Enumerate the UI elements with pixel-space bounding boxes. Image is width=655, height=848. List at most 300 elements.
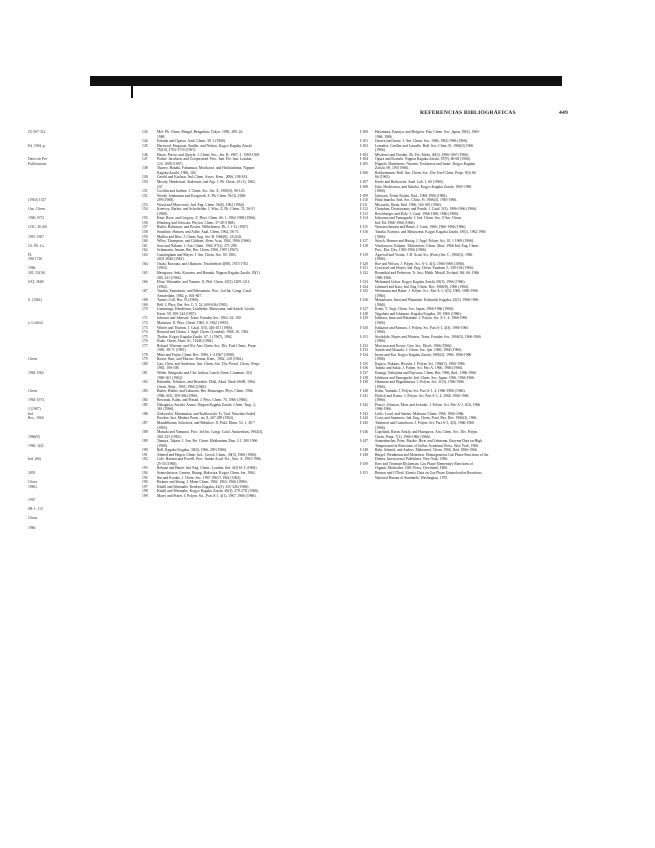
margin-note: Ind. (66) <box>28 457 41 462</box>
reference-text: Chem. Prepr. 7(1), 1966-1966 (1966). <box>375 434 431 439</box>
reference-text: Mine and Fujita. Chem. Rev. 1966, 1-4 1967 (1968). <box>157 352 235 357</box>
reference-text: Khalil and Watanabe. Kenkyu Kagaku, 42(3), 325-326 (1966). <box>157 484 250 489</box>
reference-text: Mandelbaum, Sokolova, and Belnikov. Jl. Prikl. Khim. 52, 1, 30-7 <box>157 421 255 425</box>
reference-text: (1966). <box>375 398 386 403</box>
reference-text: Mischner and Dordan. Zh. Fiz. Khim. 40(3), 1966-1967 (1966). <box>375 152 470 157</box>
margin-note: Datos de Pre- <box>28 157 49 162</box>
reference-number: 172 <box>142 320 148 325</box>
reference-text: 1965, 38-71 (1965). <box>157 348 187 353</box>
margin-note: (5) 307-312 <box>28 130 46 134</box>
reference-text: Harwood, Ferguson, Stadler, and Nelson. Kogyo Kagaku Zasshi <box>157 143 252 148</box>
reference-text: Zasshi, 69, 100 (1966). <box>375 166 410 171</box>
reference-text: Ishiyama and Yamaguchi. J. Ind. Chem. Soc. 9 Am. Chem. <box>375 216 462 221</box>
reference-text: Birkner and Sheng. J. Mater Chem. 1962, 1963, 1966 (1966). <box>157 480 248 485</box>
reference-text: Wrede, Johannsen and Krogstedt. Z. Ph. Chem. 91(3), 1966- <box>157 193 247 198</box>
reference-number: 155 <box>142 216 148 221</box>
reference-number: 152 <box>142 193 148 198</box>
reference-number: I-115 <box>360 225 368 230</box>
reference-text: Tabemori and Gustafsson. J. Polym. Sci. Part A-1, 4(3), 1966-1966 <box>375 421 474 425</box>
reference-text: Ishikawa and Kimura. J. Polym. Sci. Part A-1, 4(3), 1966-1966 <box>375 325 469 330</box>
reference-text: Ishiwata, Toshii Koishi. Ibid., 1966-1966 (1966). <box>375 193 448 198</box>
reference-number: 147 <box>142 157 148 162</box>
reference-text: Cummings, Henderson, Lindholm. Maruyama, and Saitoh. Geoch. <box>157 307 256 312</box>
reference-text: Ogura and Konishi. Nippon Kagaku Zasshi, 87(9), 60-68 (1966). <box>375 157 471 162</box>
reference-number: 171 <box>142 316 148 321</box>
margin-note: Chem. <box>28 480 38 485</box>
reference-text: Pauls. Chem. Abstr. 61, 13446 (1964). <box>157 339 214 344</box>
references-column-left <box>142 130 342 498</box>
reference-number: I-144 <box>360 416 368 421</box>
reference-text: Nakagawa, Suzuki, Asano. Nippon Kagaku Zasshi. Chem. Tsuji, 2, <box>157 402 256 407</box>
reference-text: Schumann, Jensen, Rei. Ber. Chem. 1966, 1967 (1967). <box>157 248 239 253</box>
reference-text: Matsuura. Jl. Phys. Chem. 1965, 6, 1962 (1965). <box>157 320 229 325</box>
reference-text: 1966-1966. <box>375 275 392 280</box>
reference-text: Sato and Nakano. J. Am. Chem. 1964, 87(2), 271-298. <box>157 243 238 248</box>
reference-number: 159 <box>142 234 148 239</box>
reference-number: 156 <box>142 220 148 225</box>
reference-text: (1966). <box>375 257 386 262</box>
reference-text: Storch, Hansen and Hurtig. J. Appl. Polym. Sci. 10, 1 1969 (1966). <box>375 239 474 244</box>
reference-number: 186 <box>142 411 148 416</box>
margin-note: SR-1, 113 <box>28 507 43 512</box>
reference-number: 198 <box>142 489 148 494</box>
reference-text: Tsuneo, Hanaki, Fukumura, Morikawa, and Hashiushima. Nippon <box>157 166 255 171</box>
reference-text: Gao, Chen, and Anderson. Am. Chem. Soc. Div. Petrol. Chem., Prepr. <box>157 361 261 366</box>
reference-number: I-106 <box>360 170 368 175</box>
reference-text: Tanaka, Kamiya, and Masuyama. Kogyo Kagaku Zasshi, 69(1), 1962 1966 <box>375 230 486 235</box>
reference-text: Butler, Hobbs, and Lahuerta. Ber. Bunsenges. Phys. Chem. 1966, <box>157 389 254 394</box>
margin-note: Chem. <box>28 357 38 362</box>
reference-text: Bahr, Schmid, and Anders. Makromol. Chem. 1966, Ibid. 1966-1966. <box>375 448 478 453</box>
reference-text: (1966). <box>375 320 386 325</box>
reference-text: Thakur. Kogyo Kagaku Zasshi, 67, 1 (1967), 1962. <box>157 334 233 339</box>
reference-text: Agarwal and Verma. J. R. Acad. Sci. (Paris) Ser. C, 1966(3), 1966 <box>375 252 473 257</box>
reference-number: 188 <box>142 430 148 435</box>
reference-number: I-149 <box>360 452 368 457</box>
margin-note: Ch. Ph. Co <box>28 243 45 248</box>
reference-text: Ind. Ed. 1966-1966 (1966). <box>375 220 416 225</box>
reference-number: 153 <box>142 202 148 207</box>
reference-number: I-148 <box>360 448 368 453</box>
reference-number: 162 <box>142 248 148 253</box>
reference-number: 144 <box>142 139 148 144</box>
reference-text: 237. <box>157 184 164 189</box>
reference-text: Cole, Hansen and Powell. Proc. Indian Acad. Sci., Sect. A, 1963-1966, <box>157 457 262 462</box>
reference-number: 185 <box>142 402 148 407</box>
margin-note: Chem. <box>28 516 38 521</box>
reference-number: I-114 <box>360 216 368 221</box>
reference-number: 192 <box>142 457 148 462</box>
reference-text: Kunugi, Nakajima and Fujiwara. Chem. Ber. 1966, Ibid., 1966-1966. <box>375 370 477 375</box>
reference-text: Ibn and Kordas. J. Chem. Soc. 1967 1963 5 1962 (1962). <box>157 475 242 480</box>
reference-text: Kagaku Zasshi, 1966, 104. <box>157 170 197 175</box>
reference-number: 168 <box>142 298 148 303</box>
margin-note: 2003 <box>28 471 36 476</box>
margin-note: 1966, 3(4) <box>28 443 44 448</box>
margin-note: 1962-1962 <box>28 370 44 375</box>
reference-number: 146 <box>142 152 148 157</box>
reference-number: I-125 <box>360 289 368 294</box>
reference-number: I-107 <box>360 180 368 185</box>
reference-number: I-130 <box>360 325 368 330</box>
margin-note: Gen. Chem. <box>28 207 46 212</box>
references-column-right <box>360 130 572 480</box>
reference-text: Winter and Thomas. J. Catal. 5(3), 446-451 (1966). <box>157 325 233 330</box>
reference-number: 149 <box>142 175 148 180</box>
reference-text: Cochlin and Jardine. J. Chem. Soc. Ser. A, 1968(3), 96-125. <box>157 189 246 194</box>
margin-note: Ind. <box>28 411 34 416</box>
reference-text: Kagiya, Nakano, Hiroshi. J. Polym. Sci. 1966(3), 1966-1966. <box>375 361 466 366</box>
margin-note: Chem. <box>28 389 38 394</box>
reference-text: 66 (1965). <box>375 175 391 180</box>
reference-text: (1966). <box>375 330 386 335</box>
reference-text: Chem. Abstr., 1965, 1966 (1966). <box>157 384 207 389</box>
reference-number: I-142 <box>360 402 368 407</box>
reference-number: 190 <box>142 448 148 453</box>
reference-text: Wersmann and Baker. J. Polym. Sci., Part A-1, 4(3), 1966, 1966-1966 <box>375 289 478 294</box>
reference-number: I-101 <box>360 139 368 144</box>
reference-text: Miyauchi, Ikeda, Ibid. 1966, 164 160 (1966). <box>375 202 442 207</box>
reference-text: Bell. Kagaku Kogaku, 30(3), 1966, 209 (1966). <box>157 448 228 453</box>
margin-notes-column <box>28 130 88 530</box>
reference-number: I-119 <box>360 252 368 257</box>
reference-number: I-126 <box>360 298 368 303</box>
reference-text: National Bureau of Standards, Washington, 1970. <box>375 475 449 480</box>
reference-text: (1966). <box>375 234 386 239</box>
reference-text: Reschberger and Daly. J. Catal. 1966-1966, 1966 (1966). <box>375 211 460 216</box>
reference-text: (1968). <box>157 443 168 448</box>
reference-number: I-121 <box>360 266 368 271</box>
reference-number: I-109 <box>360 193 368 198</box>
reference-text: Kohn, Y. Tsuji. Chem. Soc. Japan, 1966-1966 (1966). <box>375 307 454 312</box>
reference-number: I-117 <box>360 239 368 244</box>
reference-text: (1966). <box>375 339 386 344</box>
reference-text: Khalil and Watanabe. Kogyo Kagaku Zasshi, 46(3), 270-278, (1966). <box>157 489 260 494</box>
reference-number: 151 <box>142 189 148 194</box>
reference-text: Proc. Des. Dev. 1965-1966 (1966). <box>375 248 427 253</box>
reference-number: I-137 <box>360 370 368 375</box>
reference-text: 1968. <box>157 134 166 139</box>
reference-text: Hirai, Watanabe, and Yamato. Jl. Phil. Chem. 45(3) 1209-1214 <box>157 280 250 285</box>
reference-number: I-103 <box>360 152 368 157</box>
reference-number: I-120 <box>360 261 368 266</box>
reference-text: Keefe and Berkowitz. Anal. Lab. 1, 66 (1966). <box>375 180 444 185</box>
reference-text: Kerr and Trotman-Dickenson. Gas Phase Elementary Reactions of <box>375 461 473 466</box>
reference-text: Kreevoy, Barker, and Schoffelder. J. Wiss. Z. Ph. Chem. 74, 56-51 <box>157 207 255 212</box>
reference-text: Temperature in Reactions of Sulfur. Academic Press, New York, 1966. <box>375 443 479 448</box>
reference-number: 164 <box>142 261 148 266</box>
margin-note: 3 (1967) <box>28 407 41 412</box>
reference-text: 124, 1000 (1967). <box>157 161 184 166</box>
reference-number: 187 <box>142 421 148 425</box>
reference-number: 167 <box>142 289 148 294</box>
reference-number: 160 <box>142 239 148 244</box>
reference-number: 148 <box>142 166 148 171</box>
reference-text: Bell, J. Phys. Ber. Ser. C. 5, 52, 600-636 (1965). <box>157 302 229 307</box>
margin-note: COC, 46 (66 <box>28 225 47 230</box>
reference-number: 158 <box>142 230 148 235</box>
reference-number: I-135 <box>360 361 368 366</box>
reference-number: 180 <box>142 361 148 366</box>
reference-text: Hasegawa, Seki, Kawano, and Hanada. Nippon Kagaku Zasshi, 85(1) <box>157 270 260 275</box>
reference-text: Proektn. Inst. Mednoi Prom., no. 8, 267-289 (1962). <box>157 416 235 421</box>
reference-number: I-122 <box>360 270 368 275</box>
reference-number: I-134 <box>360 352 368 357</box>
margin-note: SAT, 3668 <box>28 280 44 285</box>
reference-text: Mullen and Ries. J. Chem. Eng. Ser. B, 1966(8), 1212(4). <box>157 234 242 239</box>
reference-number: I-131 <box>360 334 368 339</box>
reference-text: Organic Molecules. CRC Press, Cleveland, 1966. <box>375 466 448 471</box>
reference-text: Tanino and Sakai. J. Polym. Sci. Part A, 1966, 1966 (1966). <box>375 366 464 371</box>
reference-number: I-108 <box>360 184 368 189</box>
margin-note: 1966-1972 <box>28 216 44 221</box>
reference-text: Ahmed and Hagen. Chem. Ind., Geoch. Chem., 39(3), 1966 (1966). <box>157 452 257 457</box>
reference-text: Okamura and Higashimura. J. Polym. Sci. 21(3), 1966-1966 <box>375 380 464 385</box>
reference-number: 163 <box>142 252 148 257</box>
reference-text: Gerald and Karlson. Ind. Chem. Assoc. Kem., 2006, 108-163. <box>157 175 249 180</box>
reference-number: 195 <box>142 475 148 480</box>
reference-text: Mohamed Gohar. Kogyo Kagaku Zasshi, 69(3), 1966 (1966). <box>375 280 466 285</box>
reference-text: (1962). <box>157 284 168 289</box>
reference-text: Matsukawa, Imai and Watanabe. Kobunshi Kagaku, 23(3), 1966-1966 <box>375 298 479 303</box>
reference-line <box>360 476 572 481</box>
reference-text: Rosenthal and Pederson. Tr. Inst. Mekh. Metall. Technol. Bd. 66, 1966 <box>375 270 480 275</box>
reference-number: I-112 <box>360 207 368 212</box>
reference-number: I-127 <box>360 307 368 312</box>
reference-number: 170 <box>142 307 148 312</box>
reference-text: Lemaître, Grellier and Lassalle. Bull. Soc. Chim. Fr. 1966(3) 1966 <box>375 143 474 148</box>
reference-text: (1966). <box>375 384 386 389</box>
reference-text: Rebane and Bauer. Ind. Eng. Chem., London, Ind. 4(3) 61-1 (1966). <box>157 466 258 471</box>
reference-text: Inoue and Kai. Kogyo Kagaku Zasshi, 1966(3), 1966, 1966-1966 <box>375 352 472 357</box>
reference-number: 175 <box>142 334 148 339</box>
reference-number: 179 <box>142 357 148 362</box>
reference-number: 197 <box>142 484 148 489</box>
reference-text: Nagahata and Ishimoto. Kagaku Kogaku, 30, 1966 (1966). <box>375 311 462 316</box>
reference-text: Bürgel, Weidmann and Manchesi. Homogeneous Gas Phase Reactions of the <box>375 452 489 457</box>
reference-text: Vinokuroov, Kaljum, Tikhomirov. Chem. Abstr. 1966 Ind. Eng. Chem. <box>375 243 479 248</box>
margin-note: Res., 1966 <box>28 416 44 421</box>
reference-text: Ozawa and Inoue. J. Am. Chem. Soc. 1966, 1962-1966 (1966). <box>375 139 468 144</box>
reference-text: Ishikawa and Yamaguchi. Ind. Chem. Soc. Japan, 1966, 1966-1966. <box>375 375 475 380</box>
reference-text: Benson and O'Neal. Kinetic Data on Gas Phase Unimolecular Reactions. <box>375 471 483 476</box>
reference-text: 25-33 (1966). <box>157 461 178 466</box>
reference-number: I-128 <box>360 311 368 316</box>
reference-number: 181 <box>142 370 148 375</box>
reference-number: 199 <box>142 493 148 498</box>
reference-text: (1966). <box>375 293 386 298</box>
reference-number: 191 <box>142 452 148 457</box>
reference-text: Roland, Wisener, and Wu. Am. Chem. Soc. Div. Fuel Chem., Prepr. <box>157 343 257 348</box>
reference-text: Kerat. 50, 100-144 (1967). <box>157 311 197 316</box>
margin-note: a. Colloid <box>28 320 43 325</box>
margin-note: 1967-1967 <box>28 234 44 239</box>
reference-text: Marry and Prater. J. Polym. Sci., Part A-1, 4(1), 1967, 1966 (1966). <box>157 493 257 498</box>
reference-text: Higashi, Hashimoto, Narumi, Yoshizawa and Inoue. Kogyo Kagaku <box>375 161 476 166</box>
reference-number: I-104 <box>360 157 368 162</box>
reference-text: (1966). <box>375 189 386 194</box>
reference-text: 200, 241 (1964). <box>157 275 182 280</box>
page-number: 449 <box>559 110 568 116</box>
margin-note: FL <box>28 252 33 257</box>
reference-text: Fukuda and Ogawa. Anal. Chem. 38, 1 (1966). <box>157 139 227 144</box>
reference-number: 143 <box>142 130 148 134</box>
reference-number: I-150 <box>360 461 368 466</box>
reference-number: I-140 <box>360 389 368 394</box>
reference-text: (1966). <box>375 425 386 430</box>
margin-note: (1963) 1327 <box>28 198 47 203</box>
reference-number: I-100 <box>360 130 368 134</box>
reference-number: 194 <box>142 471 148 476</box>
reference-number: I-123 <box>360 280 368 285</box>
reference-text: Zaikovskii, Muramatsu, and Kulikowski. Tr. Ural. Nauchno-Issled. <box>157 411 256 416</box>
reference-text: (1965). <box>157 425 168 430</box>
reference-number: 174 <box>142 330 148 335</box>
margin-note: 396-1726 <box>28 257 43 262</box>
reference-number: I-151 <box>360 471 368 476</box>
reference-text: Kent, Rose, and Gregory. Z. Phys. Chem. 66, 1. 1962-1968 (1966). <box>157 216 257 221</box>
margin-note: Ed. 1962, p. <box>28 143 46 148</box>
reference-number: I-145 <box>360 421 368 425</box>
header-rule-tick <box>131 86 133 98</box>
margin-note: 1966 <box>28 266 36 271</box>
reference-number: I-102 <box>360 143 368 148</box>
reference-number: 145 <box>142 143 148 148</box>
reference-text: 1965, 100-108. <box>157 366 180 371</box>
reference-text: Rokkenmann. Bull. Am. Chem. Soc. Div. Fuel Chem. Prepr. 9(3) 66 <box>375 170 476 175</box>
reference-text: (1966). <box>375 357 386 362</box>
reference-number: I-124 <box>360 284 368 289</box>
reference-number: I-138 <box>360 375 368 380</box>
margin-note: Publications. <box>28 161 48 166</box>
reference-line <box>142 494 342 499</box>
reference-text: Ozaki, Kuwana, and Okamoto. Tetrahedron 4(88), 1913-1702 <box>157 261 249 266</box>
reference-text: 300, 323 (1965). <box>157 434 182 439</box>
reference-number: 157 <box>142 225 148 230</box>
reference-text: Hirai Imaoka. Ibid. Soc. Chim. Fr. 1966(3), 1965-1966. <box>375 198 457 203</box>
reference-text: Chandran, Doraiswamy and Pandit. J. Catal. 5(3), 1966-1966 (1966). <box>375 207 478 212</box>
reference-number: 173 <box>142 325 148 330</box>
reference-text: Roe and Wilson. J. Polym. Sci. A-1, 4(1), 1966-1966 (1966). <box>375 261 465 266</box>
reference-text: Johnson and Johnson. Trans. Faraday Soc. 1962, 62, 100. <box>157 316 242 321</box>
reference-number: 183 <box>142 389 148 394</box>
reference-text: Cross and Summers. Ind. Eng. Chem. Prod. Res. Dev. 1966(3), 1966. <box>375 416 478 421</box>
reference-number: I-118 <box>360 243 368 248</box>
reference-number: I-136 <box>360 366 368 371</box>
reference-text: 2031-2040 (1961). <box>157 257 185 262</box>
reference-number: 169 <box>142 302 148 307</box>
margin-note: 1966) <box>28 484 37 489</box>
reference-text: Ishihara, Imai and Watanabe. J. Polym. Sci. A-1, 4, 1966-1966 <box>375 316 468 321</box>
reference-text: Mol. Ph. Chem. Bengal, Bengaluru, Tokyo. 1965, 209, 2d <box>157 130 243 134</box>
reference-text: 1966, 1966. <box>375 134 393 139</box>
reference-number: 150 <box>142 180 148 185</box>
reference-text: Balandin, Tolstikov, and Berezkin. Dokl. Akad. Nauk SSSR, 1964, <box>157 380 256 385</box>
reference-text: Stockdale, Hayes and Winters. Trans. Faraday Soc. 1966(3), 1966-1966 <box>375 334 481 339</box>
reference-number: 178 <box>142 352 148 357</box>
reference-text: Tamura, Takase. J. Am. Pet. Chem. Mekhanizm Zhur. 3 1, 300 1966 <box>157 439 258 444</box>
reference-text: Cunningham and Mayer. J. Am. Chem. Soc. 83, 1961, <box>157 252 237 257</box>
margin-note: 1966(8) <box>28 434 40 439</box>
reference-number: I-116 <box>360 230 368 235</box>
reference-text: Rouse, Barr, and Marcus. Kemia, Kem., 1962, 128 (1962). <box>157 357 244 362</box>
reference-text: Turner, Coll. Ber. 55 (1966). <box>157 298 200 303</box>
margin-note: 1967 <box>28 498 36 503</box>
reference-text: Hayamura, Kanaya, and Hofgren. Pub. Chem. Soc. Japan, 39(6), 1965- <box>375 130 480 134</box>
reference-number: 161 <box>142 243 148 248</box>
reference-number: I-129 <box>360 316 368 321</box>
reference-number: 184 <box>142 398 148 403</box>
margin-note: 1964-1974 <box>28 398 44 403</box>
reference-number: I-146 <box>360 430 368 435</box>
reference-number: 176 <box>142 339 148 344</box>
reference-text: Crawford and Hayes. Ind. Eng. Chem. Fundam. 5, 100-104 (1966). <box>375 266 475 271</box>
margin-note: 1966 <box>28 525 36 530</box>
header-rule <box>90 76 562 86</box>
reference-text: Wiley, Thompson, and Gibbons. Kem. Acta, 1962, 1966 (1966). <box>157 239 252 244</box>
reference-number: I-143 <box>360 411 368 416</box>
reference-text: Parker, Jacobsen, and Cooperstead. Proc. Inst. Pet. Inst. London, <box>157 157 253 162</box>
reference-text: Moody, Henderson, Anderson, and Ayp. J. Ph. Chem. 45 (1), 1962, <box>157 180 256 185</box>
reference-text: Wood and Marcowitz, Ind. Eng. Chem. 56(6), 1962 (1964). <box>157 202 245 207</box>
reference-text: 209 (1968). <box>157 198 175 203</box>
reference-number: 182 <box>142 380 148 385</box>
margin-note: 201, 53(16) <box>28 270 46 275</box>
reference-text: (1966). <box>375 148 386 153</box>
reference-number: I-111 <box>360 202 368 207</box>
reference-number: 196 <box>142 480 148 485</box>
reference-number: I-110 <box>360 198 368 203</box>
reference-text: Boutard and Chanu. J. Appl. Chem. (London), 1966, 16, 1962. <box>157 330 250 335</box>
reference-text: (1968). <box>157 211 168 216</box>
reference-text: Copeland, Ratan, Emily, and Hasegawa. Am. Chem. Soc. Div. Polym. <box>375 430 479 435</box>
reference-text: Ehrlich and Kunio. J. Polym. Sci. Part A-1, 4, 1966, 1966-1966 <box>375 393 469 398</box>
reference-text: Wasserschausen and Bauer. J. Catal. 1966, 1966-1966 (1966). <box>375 225 467 230</box>
running-head-title: REFERENCIAS BIBLIOGRÁFICAS <box>420 110 516 116</box>
reference-text: Little, Loud, and Sterner. Makrom. Chem. 1966, 1966-1966. <box>375 411 465 416</box>
reference-text: Morrison and Kovac. Gen. Soc. Dtsch. 1966 (1966). <box>375 343 453 348</box>
reference-text: Masuda and Yamaura. Proc. 3rd Int. Congr. Catal. Amsterdam, 1964(3), <box>157 430 263 435</box>
margin-note: S. (1964) <box>28 298 42 303</box>
reference-text: Tanaka, Yamamoto, and Matsumoto. Proc. 3rd Int. Congr. Catal. <box>157 289 252 294</box>
reference-number: I-147 <box>360 439 368 444</box>
reference-text: Santoshstavre, Lensen, Huang, Hakoriya. Kogyo Chem. Ser. 1964. <box>157 471 256 476</box>
reference-number: 189 <box>142 439 148 444</box>
reference-text: 1966-1966. <box>375 407 392 412</box>
reference-text: Ishii, Hachizawa, and Ishioka. Kogyo Kagaku Zasshi, 1965-1966 <box>375 184 472 189</box>
reference-number: 154 <box>142 207 148 212</box>
reference-number: I-133 <box>360 348 368 353</box>
running-head <box>420 110 570 120</box>
reference-text: 1966, 6(3), 300-306 (1966). <box>157 393 199 398</box>
reference-text: Sanzenbacher, Peter, Ratoke, Hirai and Lehmann. Enzyme Data on High <box>375 439 483 444</box>
reference-text: Kohn, Yamada. J. Polym. Sci. Part A-1, 4, 1966-1966 (1966). <box>375 389 466 394</box>
reference-text: Dienes. Interscience Publishers, New York, 1966. <box>375 457 449 462</box>
reference-text: Gemmel and Katz. Ind. Eng. Chem. Res. 1966(8), 1966 (1966). <box>375 284 469 289</box>
reference-text: Sunshine, Hansen, and Adler. Anal. Chem. 1962, 56-71. <box>157 230 240 235</box>
reference-text: Hinsberg and Schwarz. Phyton. Chem. 37-49 (1968). <box>157 220 236 225</box>
reference-number: I-139 <box>360 380 368 385</box>
reference-text: Bowman, Kuhn, and Prasad. J. Phys. Chem. 70, 1966 (1966). <box>157 398 248 403</box>
reference-text: Pearce, Johnson, Muir, and Iwasaki. J. Polym. Sci. Part A-1, 4(3), 1966 <box>375 402 481 407</box>
reference-text: Saitoh and Okazaki. J. Chem. Soc. Jpn. 1966, 1966 (1966). <box>375 348 463 353</box>
reference-number: I-132 <box>360 343 368 348</box>
reference-text: (1963). <box>157 266 168 271</box>
reference-text: Butler, Robinson, and Brown. Wilhelmsen. Ph. J. 1-12 (1967). <box>157 225 249 230</box>
reference-number: 166 <box>142 280 148 285</box>
reference-number: I-113 <box>360 211 368 216</box>
reference-text: (1966). <box>375 302 386 307</box>
